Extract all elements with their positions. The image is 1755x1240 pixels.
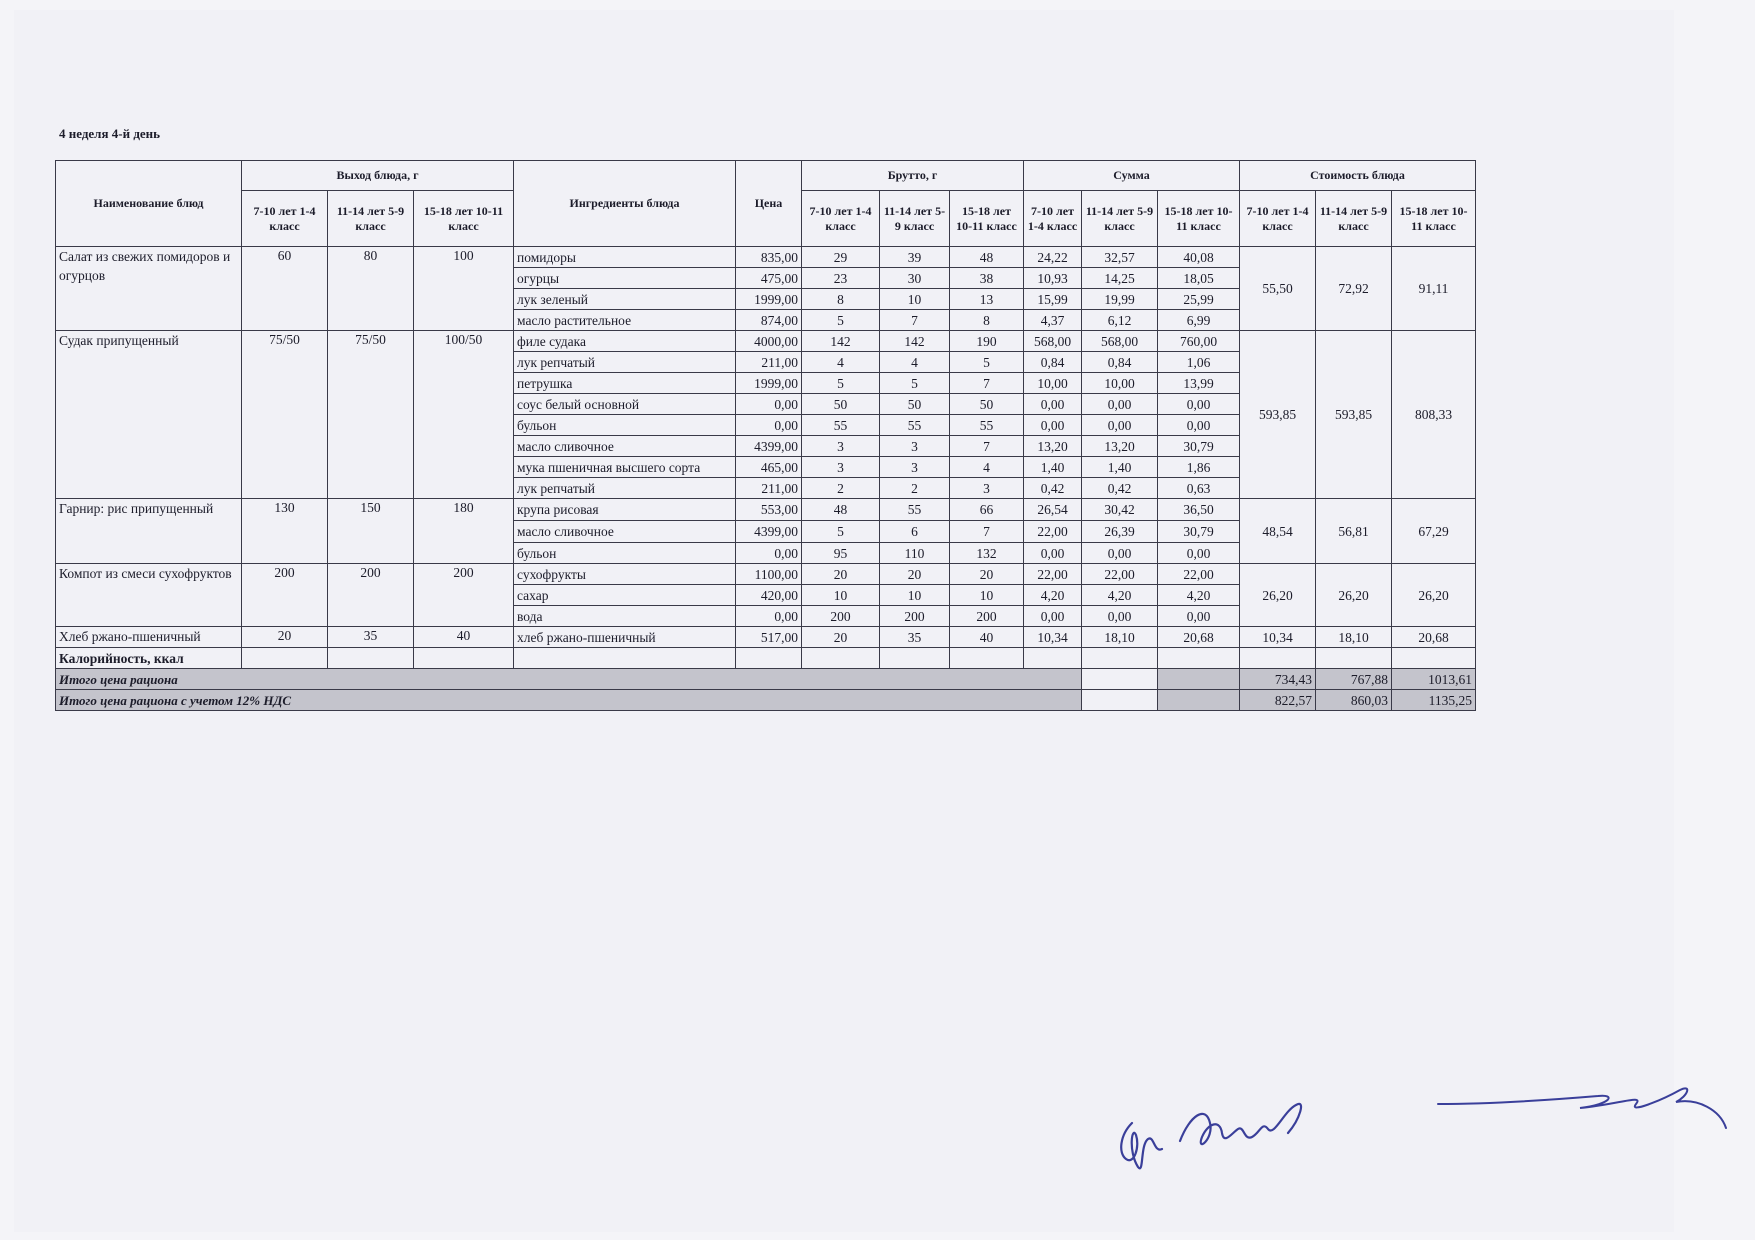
ingredient-sum: 568,00 <box>1024 331 1082 352</box>
ingredient-price: 211,00 <box>736 352 802 373</box>
ingredient-sum: 13,99 <box>1158 373 1240 394</box>
ingredient-name: лук зеленый <box>514 289 736 310</box>
header-dish: Наименование блюд <box>56 161 242 247</box>
ingredient-sum: 4,37 <box>1024 310 1082 331</box>
dish-yield: 200 <box>414 564 514 627</box>
header-brutto-age-7-10: 7-10 лет 1-4 класс <box>802 191 880 247</box>
ingredient-brutto: 5 <box>802 310 880 331</box>
ingredient-brutto: 3 <box>802 457 880 478</box>
dish-cost: 72,92 <box>1316 247 1392 331</box>
empty-cell <box>1082 648 1158 669</box>
ingredient-brutto: 2 <box>880 478 950 499</box>
empty-cell <box>328 648 414 669</box>
dish-yield: 40 <box>414 627 514 648</box>
ingredient-brutto: 132 <box>950 543 1024 564</box>
ingredient-name: лук репчатый <box>514 352 736 373</box>
ingredient-sum: 0,00 <box>1158 606 1240 627</box>
ingredient-price: 4000,00 <box>736 331 802 352</box>
empty-cell <box>1158 648 1240 669</box>
ingredient-name: сахар <box>514 585 736 606</box>
header-cost-age-7-10: 7-10 лет 1-4 класс <box>1240 191 1316 247</box>
dish-cost: 808,33 <box>1392 331 1476 499</box>
dish-cost: 593,85 <box>1316 331 1392 499</box>
ingredient-price: 0,00 <box>736 415 802 436</box>
total-value: 1135,25 <box>1392 690 1476 711</box>
ingredient-name: хлеб ржано-пшеничный <box>514 627 736 648</box>
ingredient-brutto: 29 <box>802 247 880 268</box>
empty-cell <box>880 648 950 669</box>
ingredient-brutto: 3 <box>802 436 880 457</box>
header-cost-age-11-14: 11-14 лет 5-9 класс <box>1316 191 1392 247</box>
ingredient-name: филе судака <box>514 331 736 352</box>
ingredient-price: 0,00 <box>736 394 802 415</box>
ingredient-brutto: 8 <box>802 289 880 310</box>
total-row <box>56 669 1476 690</box>
dish-cost: 593,85 <box>1240 331 1316 499</box>
ingredient-sum: 13,20 <box>1024 436 1082 457</box>
ingredient-sum: 14,25 <box>1082 268 1158 289</box>
ingredient-sum: 15,99 <box>1024 289 1082 310</box>
menu-table-body <box>56 247 1476 711</box>
ingredient-brutto: 55 <box>802 415 880 436</box>
dish-cost: 20,68 <box>1392 627 1476 648</box>
ingredient-price: 475,00 <box>736 268 802 289</box>
dish-yield: 150 <box>328 499 414 564</box>
ingredient-brutto: 48 <box>950 247 1024 268</box>
dish-cost: 67,29 <box>1392 499 1476 564</box>
dish-yield: 180 <box>414 499 514 564</box>
header-sum: Сумма <box>1024 161 1240 191</box>
ingredient-sum: 10,00 <box>1082 373 1158 394</box>
ingredient-name: масло сливочное <box>514 521 736 543</box>
ingredient-sum: 1,40 <box>1082 457 1158 478</box>
ingredient-sum: 30,42 <box>1082 499 1158 521</box>
empty-cell <box>1392 648 1476 669</box>
ingredient-sum: 0,00 <box>1024 606 1082 627</box>
ingredient-name: мука пшеничная высшего сорта <box>514 457 736 478</box>
dish-yield: 35 <box>328 627 414 648</box>
ingredient-brutto: 10 <box>880 585 950 606</box>
ingredient-brutto: 2 <box>802 478 880 499</box>
ingredient-name: крупа рисовая <box>514 499 736 521</box>
ingredient-sum: 18,10 <box>1082 627 1158 648</box>
ingredient-brutto: 7 <box>950 436 1024 457</box>
ingredient-sum: 32,57 <box>1082 247 1158 268</box>
ingredient-brutto: 20 <box>880 564 950 585</box>
ingredient-sum: 0,00 <box>1158 415 1240 436</box>
ingredient-sum: 4,20 <box>1024 585 1082 606</box>
ingredient-brutto: 40 <box>950 627 1024 648</box>
dish-name: Хлеб ржано-пшеничный <box>56 627 242 648</box>
ingredient-brutto: 200 <box>880 606 950 627</box>
ingredient-price: 1999,00 <box>736 289 802 310</box>
empty-cell <box>1316 648 1392 669</box>
empty-cell <box>1024 648 1082 669</box>
empty-cell <box>414 648 514 669</box>
ingredient-sum: 0,42 <box>1024 478 1082 499</box>
signature-left <box>1110 1075 1370 1185</box>
ingredient-brutto: 66 <box>950 499 1024 521</box>
ingredient-brutto: 55 <box>880 415 950 436</box>
ingredient-sum: 36,50 <box>1158 499 1240 521</box>
dish-cost: 55,50 <box>1240 247 1316 331</box>
dish-cost: 10,34 <box>1240 627 1316 648</box>
ingredient-price: 0,00 <box>736 543 802 564</box>
ingredient-sum: 0,42 <box>1082 478 1158 499</box>
ingredient-sum: 0,00 <box>1082 415 1158 436</box>
ingredient-brutto: 3 <box>880 436 950 457</box>
table-row <box>56 331 1476 352</box>
ingredient-brutto: 200 <box>802 606 880 627</box>
ingredient-brutto: 13 <box>950 289 1024 310</box>
ingredient-brutto: 142 <box>802 331 880 352</box>
header-sum-age-7-10: 7-10 лет 1-4 класс <box>1024 191 1082 247</box>
dish-yield: 200 <box>328 564 414 627</box>
ingredient-brutto: 20 <box>950 564 1024 585</box>
empty-cell <box>1158 690 1240 711</box>
ingredient-sum: 4,20 <box>1158 585 1240 606</box>
ingredient-sum: 0,00 <box>1024 415 1082 436</box>
document-heading: 4 неделя 4-й день <box>59 126 161 141</box>
empty-cell <box>1082 690 1158 711</box>
ingredient-price: 0,00 <box>736 606 802 627</box>
ingredient-brutto: 5 <box>802 521 880 543</box>
ingredient-price: 1100,00 <box>736 564 802 585</box>
dish-name: Гарнир: рис припущенный <box>56 499 242 564</box>
ingredient-name: лук репчатый <box>514 478 736 499</box>
ingredient-sum: 10,00 <box>1024 373 1082 394</box>
ingredient-name: бульон <box>514 415 736 436</box>
ingredient-brutto: 20 <box>802 564 880 585</box>
ingredient-brutto: 39 <box>880 247 950 268</box>
ingredient-brutto: 6 <box>880 521 950 543</box>
ingredient-sum: 10,34 <box>1024 627 1082 648</box>
ingredient-brutto: 38 <box>950 268 1024 289</box>
ingredient-sum: 30,79 <box>1158 436 1240 457</box>
ingredient-brutto: 35 <box>880 627 950 648</box>
dish-cost: 26,20 <box>1316 564 1392 627</box>
ingredient-sum: 26,39 <box>1082 521 1158 543</box>
dish-name: Салат из свежих помидоров и огурцов <box>56 247 242 331</box>
ingredient-sum: 22,00 <box>1158 564 1240 585</box>
menu-table <box>55 160 1476 711</box>
ingredient-sum: 24,22 <box>1024 247 1082 268</box>
ingredient-price: 517,00 <box>736 627 802 648</box>
ingredient-name: соус белый основной <box>514 394 736 415</box>
ingredient-brutto: 55 <box>880 499 950 521</box>
dish-cost: 56,81 <box>1316 499 1392 564</box>
header-brutto-age-11-14: 11-14 лет 5-9 класс <box>880 191 950 247</box>
dish-yield: 100 <box>414 247 514 331</box>
total-row <box>56 690 1476 711</box>
ingredient-brutto: 4 <box>880 352 950 373</box>
empty-cell <box>242 648 328 669</box>
ingredient-brutto: 4 <box>802 352 880 373</box>
ingredient-sum: 22,00 <box>1082 564 1158 585</box>
ingredient-sum: 40,08 <box>1158 247 1240 268</box>
ingredient-price: 211,00 <box>736 478 802 499</box>
ingredient-price: 4399,00 <box>736 436 802 457</box>
total-value: 822,57 <box>1240 690 1316 711</box>
ingredient-name: помидоры <box>514 247 736 268</box>
ingredient-sum: 0,00 <box>1158 543 1240 564</box>
ingredient-sum: 0,63 <box>1158 478 1240 499</box>
ingredient-brutto: 10 <box>880 289 950 310</box>
ingredient-sum: 13,20 <box>1082 436 1158 457</box>
total-label: Итого цена рациона <box>56 669 1082 690</box>
ingredient-brutto: 50 <box>880 394 950 415</box>
header-yield-age-15-18: 15-18 лет 10-11 класс <box>414 191 514 247</box>
total-value: 860,03 <box>1316 690 1392 711</box>
ingredient-brutto: 7 <box>950 521 1024 543</box>
ingredient-sum: 1,40 <box>1024 457 1082 478</box>
header-cost-age-15-18: 15-18 лет 10-11 класс <box>1392 191 1476 247</box>
table-row <box>56 499 1476 521</box>
empty-cell <box>1158 669 1240 690</box>
header-output: Выход блюда, г <box>242 161 514 191</box>
ingredient-sum: 0,00 <box>1082 606 1158 627</box>
ingredient-brutto: 7 <box>950 373 1024 394</box>
dish-cost: 91,11 <box>1392 247 1476 331</box>
ingredient-sum: 10,93 <box>1024 268 1082 289</box>
ingredient-sum: 1,06 <box>1158 352 1240 373</box>
empty-cell <box>736 648 802 669</box>
table-row <box>56 564 1476 585</box>
ingredient-brutto: 190 <box>950 331 1024 352</box>
ingredient-brutto: 8 <box>950 310 1024 331</box>
ingredient-brutto: 50 <box>802 394 880 415</box>
ingredient-brutto: 10 <box>802 585 880 606</box>
ingredient-name: вода <box>514 606 736 627</box>
ingredient-brutto: 50 <box>950 394 1024 415</box>
ingredient-price: 4399,00 <box>736 521 802 543</box>
ingredient-sum: 0,00 <box>1082 543 1158 564</box>
dish-yield: 75/50 <box>242 331 328 499</box>
ingredient-brutto: 5 <box>880 373 950 394</box>
ingredient-sum: 18,05 <box>1158 268 1240 289</box>
ingredient-brutto: 20 <box>802 627 880 648</box>
ingredient-name: петрушка <box>514 373 736 394</box>
header-brutto-age-15-18: 15-18 лет 10-11 класс <box>950 191 1024 247</box>
ingredient-sum: 760,00 <box>1158 331 1240 352</box>
header-yield-age-11-14: 11-14 лет 5-9 класс <box>328 191 414 247</box>
dish-cost: 18,10 <box>1316 627 1392 648</box>
total-label: Итого цена рациона с учетом 12% НДС <box>56 690 1082 711</box>
header-ingredients: Ингредиенты блюда <box>514 161 736 247</box>
ingredient-brutto: 95 <box>802 543 880 564</box>
ingredient-sum: 1,86 <box>1158 457 1240 478</box>
dish-name: Судак припущенный <box>56 331 242 499</box>
ingredient-name: масло растительное <box>514 310 736 331</box>
ingredient-brutto: 4 <box>950 457 1024 478</box>
ingredient-sum: 0,00 <box>1082 394 1158 415</box>
header-cost: Стоимость блюда <box>1240 161 1476 191</box>
dish-yield: 80 <box>328 247 414 331</box>
table-row <box>56 627 1476 648</box>
empty-cell <box>1082 669 1158 690</box>
dish-name: Компот из смеси сухофруктов <box>56 564 242 627</box>
dish-yield: 130 <box>242 499 328 564</box>
ingredient-brutto: 5 <box>802 373 880 394</box>
dish-yield: 75/50 <box>328 331 414 499</box>
total-value: 1013,61 <box>1392 669 1476 690</box>
ingredient-price: 1999,00 <box>736 373 802 394</box>
ingredient-brutto: 23 <box>802 268 880 289</box>
header-price: Цена <box>736 161 802 247</box>
ingredient-name: огурцы <box>514 268 736 289</box>
ingredient-sum: 0,00 <box>1158 394 1240 415</box>
header-brutto: Брутто, г <box>802 161 1024 191</box>
ingredient-sum: 19,99 <box>1082 289 1158 310</box>
header-sum-age-15-18: 15-18 лет 10-11 класс <box>1158 191 1240 247</box>
ingredient-brutto: 3 <box>950 478 1024 499</box>
ingredient-name: масло сливочное <box>514 436 736 457</box>
dish-yield: 200 <box>242 564 328 627</box>
ingredient-sum: 20,68 <box>1158 627 1240 648</box>
dish-cost: 48,54 <box>1240 499 1316 564</box>
calories-label: Калорийность, ккал <box>56 648 242 669</box>
dish-yield: 20 <box>242 627 328 648</box>
calories-row <box>56 648 1476 669</box>
total-value: 767,88 <box>1316 669 1392 690</box>
ingredient-brutto: 55 <box>950 415 1024 436</box>
dish-yield: 60 <box>242 247 328 331</box>
ingredient-sum: 4,20 <box>1082 585 1158 606</box>
ingredient-brutto: 30 <box>880 268 950 289</box>
dish-cost: 26,20 <box>1392 564 1476 627</box>
signature-right <box>1430 1070 1730 1160</box>
ingredient-price: 420,00 <box>736 585 802 606</box>
ingredient-name: бульон <box>514 543 736 564</box>
empty-cell <box>514 648 736 669</box>
ingredient-price: 874,00 <box>736 310 802 331</box>
ingredient-price: 553,00 <box>736 499 802 521</box>
ingredient-brutto: 7 <box>880 310 950 331</box>
ingredient-sum: 568,00 <box>1082 331 1158 352</box>
ingredient-sum: 0,84 <box>1024 352 1082 373</box>
ingredient-price: 835,00 <box>736 247 802 268</box>
ingredient-sum: 22,00 <box>1024 564 1082 585</box>
header-sum-age-11-14: 11-14 лет 5-9 класс <box>1082 191 1158 247</box>
ingredient-brutto: 110 <box>880 543 950 564</box>
table-row <box>56 247 1476 268</box>
dish-cost: 26,20 <box>1240 564 1316 627</box>
ingredient-sum: 22,00 <box>1024 521 1082 543</box>
ingredient-sum: 0,84 <box>1082 352 1158 373</box>
ingredient-price: 465,00 <box>736 457 802 478</box>
ingredient-sum: 25,99 <box>1158 289 1240 310</box>
ingredient-sum: 30,79 <box>1158 521 1240 543</box>
ingredient-sum: 0,00 <box>1024 543 1082 564</box>
ingredient-brutto: 3 <box>880 457 950 478</box>
total-value: 734,43 <box>1240 669 1316 690</box>
header-yield-age-7-10: 7-10 лет 1-4 класс <box>242 191 328 247</box>
ingredient-sum: 26,54 <box>1024 499 1082 521</box>
ingredient-brutto: 10 <box>950 585 1024 606</box>
ingredient-sum: 6,12 <box>1082 310 1158 331</box>
empty-cell <box>950 648 1024 669</box>
ingredient-brutto: 200 <box>950 606 1024 627</box>
ingredient-sum: 0,00 <box>1024 394 1082 415</box>
ingredient-brutto: 142 <box>880 331 950 352</box>
ingredient-sum: 6,99 <box>1158 310 1240 331</box>
ingredient-brutto: 48 <box>802 499 880 521</box>
empty-cell <box>802 648 880 669</box>
ingredient-brutto: 5 <box>950 352 1024 373</box>
ingredient-name: сухофрукты <box>514 564 736 585</box>
empty-cell <box>1240 648 1316 669</box>
dish-yield: 100/50 <box>414 331 514 499</box>
